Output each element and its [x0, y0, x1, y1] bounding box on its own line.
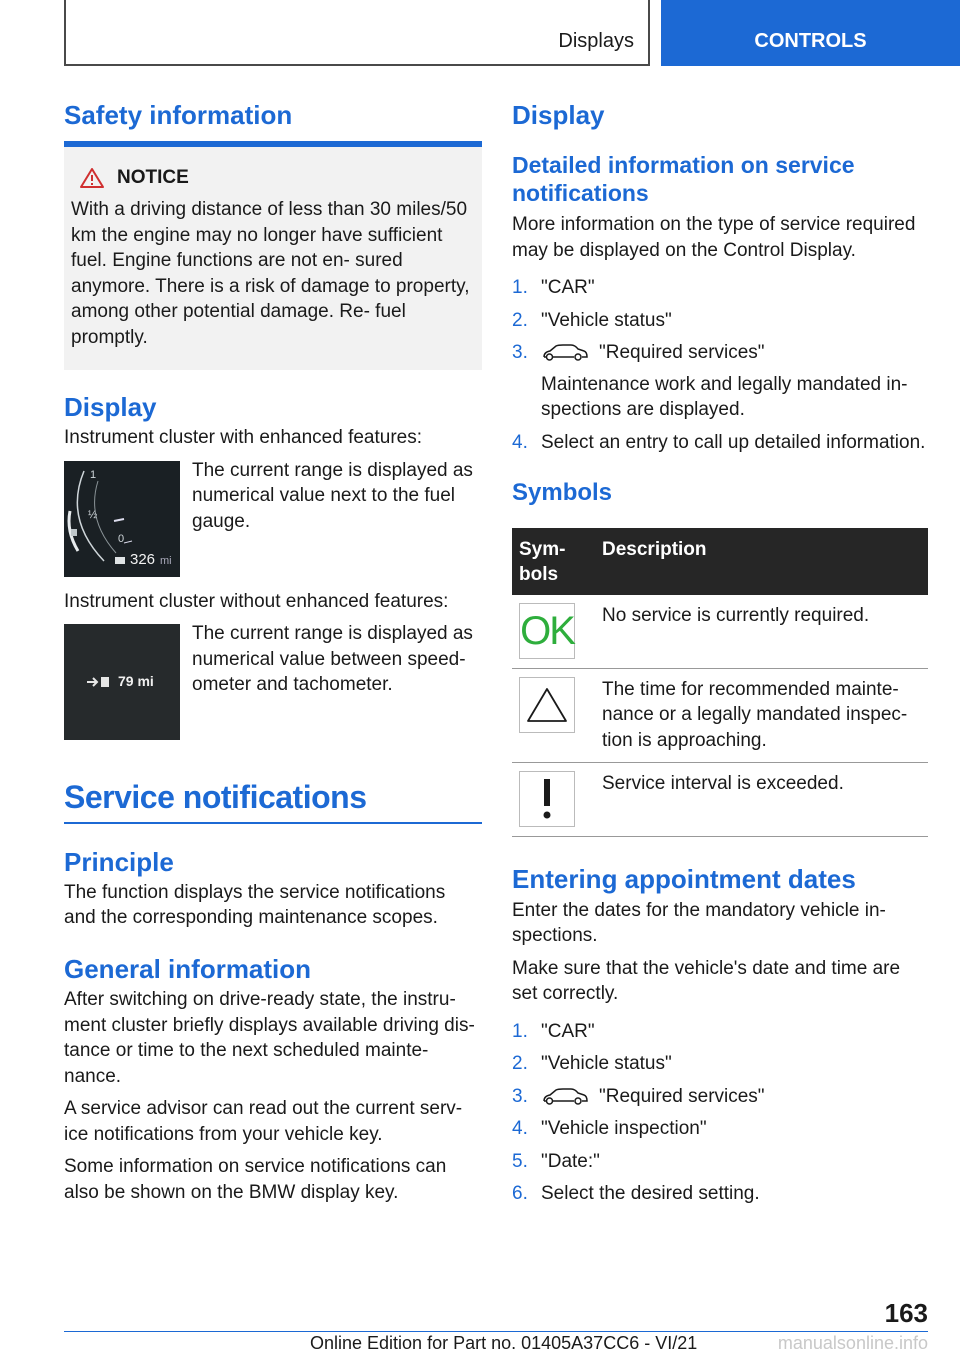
- enhanced-intro: Instrument cluster with enhanced features:: [64, 427, 423, 449]
- appointment-heading: Entering appointment dates: [512, 864, 856, 895]
- service-notifications-heading: Service notifications: [64, 779, 367, 816]
- gauge-label-half: ½: [88, 508, 98, 521]
- right-column: [512, 100, 928, 1214]
- page-number: 163: [884, 1298, 928, 1328]
- principle-text: The function displays the service notifications and the corresponding maintenance scopes.: [64, 881, 446, 929]
- header-section-label: Displays: [558, 30, 634, 52]
- plain-desc: The current range is displayed as numerical value between speed‐ ometer and tachometer.: [192, 623, 473, 696]
- list-item: 6. Select the desired setting.: [512, 1183, 760, 1205]
- plain-cluster-image: [64, 624, 180, 740]
- range-arrow-icon: [86, 675, 116, 689]
- notice-label: NOTICE: [117, 167, 189, 189]
- notice-title: [71, 167, 474, 189]
- plain-cluster-row: [64, 624, 482, 740]
- display-heading-right: Display: [512, 100, 605, 130]
- detail-heading: Detailed information on service notifications: [512, 152, 855, 207]
- table-cell-desc: Service interval is exceeded.: [595, 763, 928, 837]
- list-item: 5. "Date:": [512, 1150, 600, 1172]
- detail-text: More information on the type of service required may be displayed on the Control Display.: [512, 214, 916, 261]
- plain-intro: Instrument cluster without enhanced features:: [64, 590, 449, 612]
- list-item: 4. "Vehicle inspection": [512, 1118, 707, 1140]
- enhanced-cluster-row: [64, 461, 482, 577]
- service-steps-list: [512, 275, 928, 455]
- car-icon: [541, 1087, 589, 1107]
- safety-info-heading: Safety information: [64, 100, 293, 130]
- main-heading-rule: [64, 822, 482, 824]
- list-item: 2. "Vehicle status": [512, 1053, 672, 1075]
- header-section-tab: [64, 0, 650, 66]
- list-item: 3. "Required services": [512, 1085, 765, 1107]
- list-item: 3. "Required services" Maintenance work and legally mandated in‐ spections are displayed.: [512, 340, 928, 423]
- plain-range-value: 79 mi: [118, 673, 154, 690]
- general-info-heading: General information: [64, 953, 312, 984]
- list-item: 4. Select an entry to call up detailed information.: [512, 431, 926, 453]
- range-value: 326: [130, 550, 156, 568]
- enhanced-cluster-image: [64, 461, 180, 577]
- left-column: [64, 100, 482, 1205]
- table-row: [512, 668, 928, 763]
- general-p3: Some information on service notifications can also be shown on the BMW display key.: [64, 1156, 447, 1203]
- symbols-table: [512, 528, 928, 838]
- notice-text: With a driving distance of less than 30 miles/50 km the engine may no longer have sufficient fuel. Engine functions are not en‐ sured anymore. There is a risk of damage to property, among other potential damage. Re‐ fuel promptly.: [71, 199, 470, 348]
- table-row: [512, 763, 928, 837]
- header-chapter-tab: [661, 0, 960, 66]
- ok-icon: OK: [519, 603, 575, 659]
- table-header-symbols: Sym‐ bols: [512, 528, 595, 595]
- warning-triangle-icon: [519, 677, 575, 733]
- watermark: manualsonline.info: [777, 1333, 928, 1353]
- gauge-label-0: 0: [118, 532, 125, 545]
- footer-rule: [64, 1331, 928, 1332]
- table-row: [512, 595, 928, 669]
- gauge-label-1: 1: [90, 468, 97, 481]
- step-note: Maintenance work and legally mandated in‐ spections are displayed.: [541, 373, 908, 421]
- car-icon: [541, 343, 589, 363]
- exclamation-icon: [519, 771, 575, 827]
- notice-box: [64, 147, 482, 370]
- table-header-description: Description: [595, 528, 928, 595]
- symbols-heading: Symbols: [512, 479, 613, 507]
- range-unit: mi: [160, 554, 172, 567]
- warning-icon: [79, 167, 105, 189]
- principle-heading: Principle: [64, 846, 174, 877]
- edition-text: Online Edition for Part no. 01405A37CC6 - VI/21: [310, 1333, 698, 1353]
- enhanced-desc: The current range is displayed as numerical value next to the fuel gauge.: [192, 459, 473, 532]
- appointment-steps-list: [512, 1019, 928, 1207]
- table-cell-desc: No service is currently required.: [595, 595, 928, 669]
- general-p1: After switching on drive-ready state, the instru‐ ment cluster briefly displays available driving dis‐ tance or time to the next scheduled mainte‐ nance.: [64, 989, 475, 1087]
- list-item: 2. "Vehicle status": [512, 309, 672, 331]
- appointment-p2: Make sure that the vehicle's date and time are set correctly.: [512, 957, 901, 1005]
- table-cell-desc: The time for recommended mainte‐ nance or a legally mandated inspec‐ tion is approaching.: [595, 668, 928, 763]
- general-p2: A service advisor can read out the current serv‐ ice notifications from your vehicle key.: [64, 1098, 463, 1145]
- list-item: 1. "CAR": [512, 1020, 595, 1042]
- display-heading-left: Display: [64, 392, 157, 423]
- appointment-p1: Enter the dates for the mandatory vehicle in‐ spections.: [512, 899, 886, 947]
- list-item: 1. "CAR": [512, 277, 595, 299]
- header-chapter-label: CONTROLS: [754, 30, 867, 52]
